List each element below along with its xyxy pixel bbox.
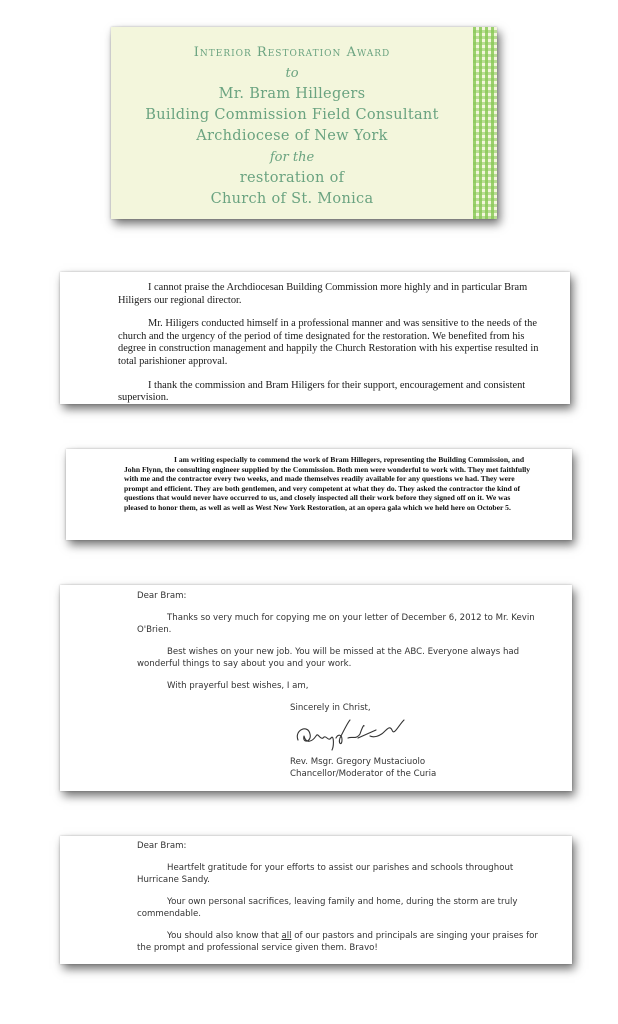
letter1-paragraph-2: Mr. Hiligers conducted himself in a professional manner and was sensitive to the needs of the church and the urgency of the period of time designated for the restoration. We benefited from his degree in construction management and happily the Church Restoration with his expertise resulted in total parishioner approval. xyxy=(118,318,539,367)
letter4-paragraph-3-start: You should also know that xyxy=(167,931,282,941)
letter1-paragraph-3: I thank the commission and Bram Hiligers for their support, encouragement and consistent supervision. xyxy=(118,379,526,404)
award-to: to xyxy=(285,66,299,81)
letter3-paragraph-3: With prayerful best wishes, I am, xyxy=(167,681,309,691)
letter4-salutation: Dear Bram: xyxy=(137,841,187,851)
letter2-paragraph-1: I am writing especially to commend the work of Bram Hillegers, representing the Building Commission, and John Flynn, the consulting engineer supplied by the Commission. Both men were wonderful to work with. They met faithfully with me and the contractor every two weeks, and made themselves readily available for any questions we had. They were prompt and efficient. They are both gentlemen, and very competent at what they do. They asked the contractor the kind of questions that would never have occurred to us, and closely inspected all their work before they signed off on it. We was pleased to honor them, as well as well as West New York Restoration, at an opera gala which we held here on October 5. xyxy=(124,455,531,512)
letter3-signer-title: Chancellor/Moderator of the Curia xyxy=(290,769,437,779)
award-text xyxy=(111,27,473,210)
letter3-closing: Sincerely in Christ, xyxy=(290,703,371,713)
award-heading: Interior Restoration Award xyxy=(193,45,391,60)
letter-excerpt-1 xyxy=(60,272,570,404)
award-card xyxy=(111,27,497,219)
award-recipient-role: Building Commission Field Consultant xyxy=(145,107,439,123)
letter4-paragraph-1: Heartfelt gratitude for your efforts to assist our parishes and schools throughout Hurricane Sandy. xyxy=(137,863,514,885)
letter3-paragraph-1: Thanks so very much for copying me on your letter of December 6, 2012 to Mr. Kevin O'Brien. xyxy=(137,613,535,635)
award-organization: Archdiocese of New York xyxy=(196,128,388,144)
handwritten-signature xyxy=(290,716,410,754)
letter3-paragraph-2: Best wishes on your new job. You will be missed at the ABC. Everyone always had wonderful things to say about you and your work. xyxy=(137,647,520,669)
award-recipient-name: Mr. Bram Hillegers xyxy=(218,86,366,102)
award-for: for the xyxy=(269,150,315,165)
award-restoration-of: restoration of xyxy=(239,170,345,186)
letter-excerpt-3 xyxy=(60,585,572,791)
letter4-paragraph-3-end: of our pastors and principals are singing your praises for the prompt and professional service given them. Bravo! xyxy=(137,931,538,953)
letter4-paragraph-2: Your own personal sacrifices, leaving family and home, during the storm are truly commendable. xyxy=(137,897,518,919)
gingham-ribbon xyxy=(473,27,497,219)
letter4-underlined-word: all xyxy=(281,931,292,941)
signature-block xyxy=(290,702,552,780)
letter3-signer-name: Rev. Msgr. Gregory Mustaciuolo xyxy=(290,757,426,767)
letter3-salutation: Dear Bram: xyxy=(137,591,187,601)
letter4-paragraph-3 xyxy=(137,930,552,954)
letter1-paragraph-1: I cannot praise the Archdiocesan Building Commission more highly and in particular Bram Hiligers our regional director. xyxy=(118,282,528,306)
award-church: Church of St. Monica xyxy=(210,191,374,207)
letter-excerpt-2 xyxy=(66,449,572,540)
letter-excerpt-4 xyxy=(60,836,572,964)
